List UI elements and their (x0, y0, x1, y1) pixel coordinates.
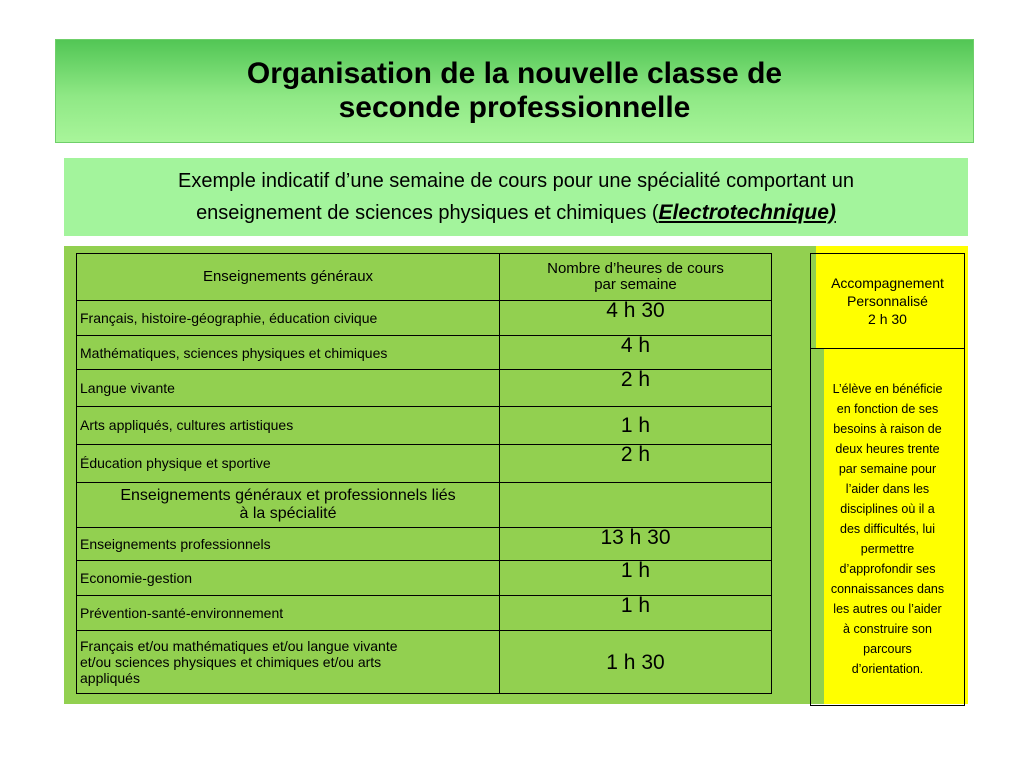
title-line-2: seconde professionnelle (338, 91, 691, 124)
description-line: les autres ou l’aider (833, 602, 942, 616)
table-row (77, 335, 772, 370)
header-subject: Enseignements généraux (77, 254, 500, 301)
table-header-row (77, 254, 772, 301)
subject-cell: Prévention-santé-environnement (77, 595, 500, 630)
subtitle-banner (64, 158, 968, 236)
section-line-1: Enseignements généraux et professionnels liés (120, 486, 456, 504)
table-row (77, 527, 772, 561)
description-line: besoins à raison de (833, 422, 942, 436)
description-line: en fonction de ses (836, 402, 939, 416)
title-line-1: Organisation de la nouvelle classe de (246, 57, 783, 90)
description-line: parcours (863, 642, 912, 656)
section-line-2: à la spécialité (239, 504, 337, 522)
table-row (77, 370, 772, 407)
accompagnement-title: Accompagnement (831, 275, 944, 291)
accompagnement-hours: 2 h 30 (868, 311, 907, 327)
hours-cell: 1 h (500, 561, 772, 596)
subject-line: Français et/ou mathématiques et/ou langue vivante (80, 637, 398, 654)
description-line: par semaine pour (838, 462, 937, 476)
schedule-table (76, 253, 772, 694)
subject-cell: Français, histoire-géographie, éducation civique (77, 300, 500, 335)
hours-cell: 4 h 30 (500, 300, 772, 335)
section-row (77, 482, 772, 527)
header-hours-line-1: Nombre d’heures de cours (547, 259, 724, 277)
table-row (77, 561, 772, 596)
accompagnement-header-text (831, 274, 944, 328)
description-line: L’élève en bénéficie (832, 382, 943, 396)
header-hours-line-2: par semaine (594, 275, 677, 293)
table-row (77, 595, 772, 630)
subject-cell: Éducation physique et sportive (77, 444, 500, 482)
subtitle-line-1: Exemple indicatif d’une semaine de cours pour une spécialité comportant un (178, 169, 854, 192)
subject-cell: Langue vivante (77, 370, 500, 407)
subject-cell (77, 630, 500, 693)
description-line: à construire son (843, 622, 932, 636)
header-hours (500, 254, 772, 301)
specialite-label: Electrotechnique) (658, 200, 836, 224)
accompagnement-header (810, 253, 965, 349)
hours-cell: 2 h (500, 370, 772, 407)
subtitle-line-2-prefix: enseignement de sciences physiques et chimiques ( (196, 201, 659, 224)
table-row (77, 630, 772, 693)
subject-line: et/ou sciences physiques et chimiques et/ou arts (80, 653, 382, 670)
description-line: l’aider dans les (845, 482, 930, 496)
subject-cell: Enseignements professionnels (77, 527, 500, 561)
accompagnement-description (810, 349, 965, 706)
hours-cell: 1 h (500, 407, 772, 445)
subtitle-text (178, 166, 854, 229)
subject-cell: Mathématiques, sciences physiques et chimiques (77, 335, 500, 370)
subtitle-line-2 (178, 197, 854, 229)
hours-cell: 13 h 30 (500, 527, 772, 561)
hours-cell: 2 h (500, 444, 772, 482)
title-banner (55, 39, 974, 143)
page-title (247, 57, 782, 125)
description-line: d’orientation. (851, 662, 924, 676)
hours-cell: 4 h (500, 335, 772, 370)
subject-cell: Economie-gestion (77, 561, 500, 596)
description-line: d’approfondir ses (839, 562, 936, 576)
description-line: permettre (860, 542, 915, 556)
subject-line: appliqués (80, 669, 140, 686)
table-row (77, 444, 772, 482)
description-line: connaissances dans (830, 582, 945, 596)
description-line: disciplines où il a (840, 502, 935, 516)
hours-cell: 1 h (500, 595, 772, 630)
empty-hours-cell (500, 482, 772, 527)
description-line: deux heures trente (835, 442, 940, 456)
table-row (77, 407, 772, 445)
subject-cell: Arts appliqués, cultures artistiques (77, 407, 500, 445)
description-line: des difficultés, lui (840, 522, 935, 536)
hours-cell: 1 h 30 (500, 630, 772, 693)
section-heading (77, 482, 500, 527)
accompagnement-subtitle: Personnalisé (847, 293, 928, 309)
table-row (77, 300, 772, 335)
